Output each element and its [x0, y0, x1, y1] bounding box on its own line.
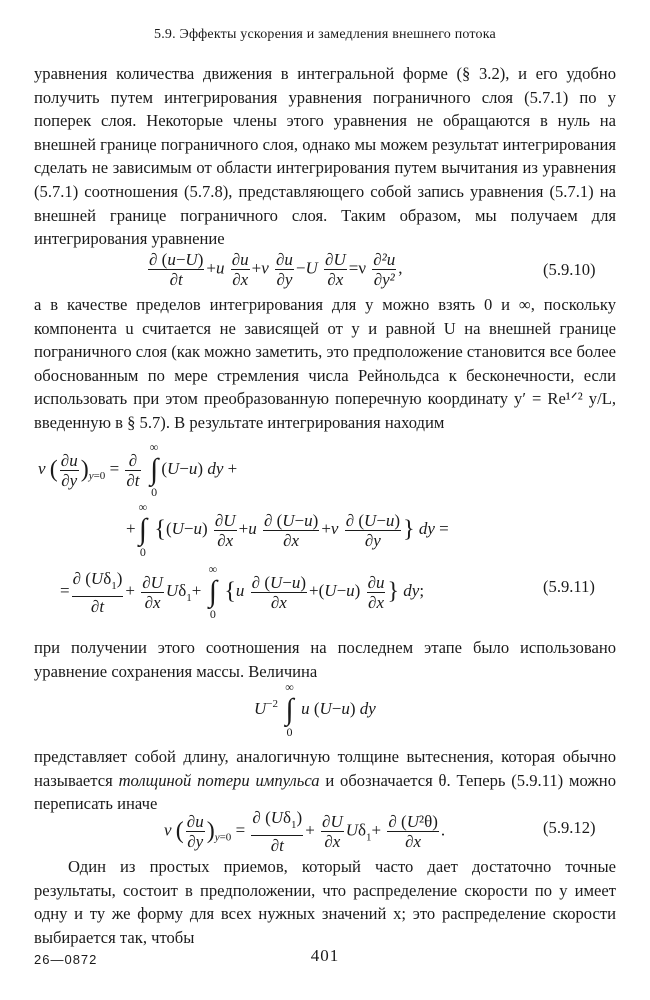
paragraph-4-text-a: представляет собой длину, аналогичную толщине вытеснения, которая обычно называется — [34, 747, 616, 790]
paragraph-2: а в качестве пределов интегрирования для y можно взять 0 и ∞, поскольку компонента u считается не зависящей от y и равной U на внешней границе пограничного слоя (как можно заметить, это предположение становится все более обоснованным по мере стремления числа Рейнольдса к бесконечности, если использовать при этом преобразованную поперечную координату y′ = Re¹ᐟ² y/L, введенную в § 5.7). В результате интегрирования находим — [34, 295, 616, 432]
equation-5-9-11-line-3: = $\frac{\partial (U\delta_1)}{\partial t}$ + $\frac{\partial U}{\partial x}$ $U\delta_1+$ ∞ ∫ 0 {u $\frac{\partial (U-u)}{\partial x}$ +(U−u) $\frac{\partial u}{\partial x}$ } dy; — [60, 562, 425, 621]
page-number: 401 — [310, 946, 340, 965]
paragraph-4-text-b: и обозначается θ. Теперь (5.9.11) можно переписать иначе — [34, 770, 616, 814]
equation-5-9-12: ν ( $\frac{\partial u}{\partial y}$ )$_{y=0}$ = $\frac{\partial (U\delta_1)}{\partial t}$ + $\frac{\partial U}{\partial x}$ $U\delta_1+$ $\frac{\text{∂ (U²θ)}}{\partial x}$ . — [164, 808, 446, 855]
running-header: 5.9. Эффекты ускорения и замедления внешнего потока — [154, 27, 496, 42]
equation-5-9-11-line-2: + ∞ ∫ 0 {(U−u) $\frac{\partial U}{\partial x}$ +u $\frac{\partial (U-u)}{\partial x}$ +v $\frac{\partial (U-u)}{\partial y}$ } dy = — [126, 500, 449, 559]
equation-label-5-9-11: (5.9.11) — [543, 577, 595, 596]
equation-label-5-9-10: (5.9.10) — [543, 260, 596, 279]
equation-momentum-thickness: $U^{-2}$ ∞ ∫ 0 u (U−u) dy — [254, 680, 376, 739]
paragraph-5: Один из простых приемов, который часто дает достаточно точные результаты, состоит в предположении, что распределение скорости по y имеет одну и ту же форму для всех нужных значений x; это распределение скорости выбирается так, чтобы — [34, 857, 616, 947]
paragraph-3: при получении этого соотношения на последнем этапе было использовано уравнение сохранения массы. Величина — [34, 638, 616, 681]
paragraph-4-term: толщиной потери импульса — [118, 770, 320, 790]
equation-5-9-11-line-1: ν ( $\frac{\partial u}{\partial y}$ )$_{y=0}$ = $\frac{\partial}{\partial t}$ ∞ ∫ 0 (U−u) dy + — [38, 440, 238, 499]
print-signature: 26—0872 — [34, 952, 98, 967]
paragraph-4 — [34, 745, 616, 816]
paragraph-1: уравнения количества движения в интегральной форме (§ 3.2), и его удобно получить путем интегрирования уравнения пограничного слоя (5.7.1) по y поперек слоя. Некоторые члены этого уравнения не обращаются в нуль на внешней границе пограничного слоя, однако мы можем результат интегрирования сделать не зависимым от области интегрирования путем вычитания из уравнения (5.7.1) соотношения (5.7.8), представляющего собой запись уравнения (5.7.1) на внешней границе пограничного слоя. Таким образом, мы получаем для интегрирования уравнение — [34, 64, 616, 249]
equation-5-9-10: $\frac{\partial (u-U)}{\partial t}$ +u $\frac{\partial u}{\partial x}$ +v $\frac{\partial u}{\partial y}$ −U $\frac{\partial U}{\partial x}$ =ν $\frac{\text{∂²u}}{\text{∂y²}}$ , — [149, 250, 403, 289]
equation-label-5-9-12: (5.9.12) — [543, 818, 596, 837]
